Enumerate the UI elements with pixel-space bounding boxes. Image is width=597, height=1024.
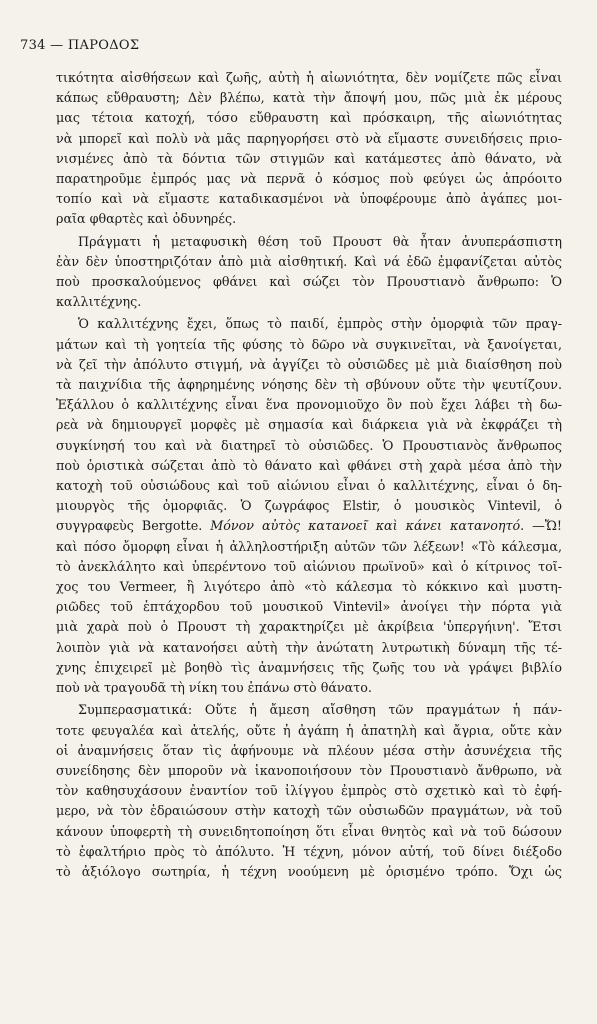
text-line: καὶ πόσο ὄμορφη εἶναι ἡ ἀλληλοστήριξη αὐτῶν τῶν λέξεων! «Τὸ κάλεσμα,	[56, 538, 562, 554]
text-line: Ἐξάλλου ὁ καλλιτέχνης εἶναι ἕνα προνομιοῦχο ὂν ποὺ ἔχει λάβει τὴ δω-	[56, 397, 562, 413]
text-line: τὰ παιχνίδια τῆς ἀφηρημένης νόησης δὲν τὴ σβύνουν οὔτε τὴν ψευτίζουν.	[56, 377, 562, 393]
paragraph-3	[56, 314, 562, 698]
text-line: καλλιτέχνης.	[56, 294, 142, 310]
text-segment: συγγραφεὺς Bergotte.	[56, 518, 211, 534]
text-line: μιὰ χαρὰ ποὺ ὁ Προυστ τὴ χαρακτηρίζει μὲ ἀκρίβεια 'ὑπεργήινη'. Ἔτσι	[56, 619, 562, 635]
paragraph-4	[56, 700, 562, 882]
paragraph-2	[56, 232, 562, 313]
text-line: συγκίνησή του καὶ νὰ διατηρεῖ τὸ οὐσιῶδες. Ὁ Προυστιανὸς ἄνθρωπος	[56, 437, 562, 453]
text-segment: —Ὤ!	[524, 518, 562, 534]
running-head: 734 — ΠΑΡΟΔΟΣ	[20, 38, 140, 53]
body-text	[56, 68, 562, 884]
text-line: μερο, νὰ τὸν ἑδραιώσουν στὴν κατοχὴ τῶν οὐσιωδῶν πραγμάτων, νὰ τοῦ	[56, 803, 562, 819]
italic-quote: Μόνον αὐτὸς κατανοεῖ καὶ κάνει κατανοητό.	[210, 518, 525, 534]
text-line: ποὺ ὁριστικὰ σώζεται ἀπὸ τὸ θάνατο καὶ φθάνει στὴ χαρὰ μέσα ἀπὸ τὴν	[56, 457, 562, 473]
text-line: τὸ ἀξιόλογο σωτηρία, ἡ τέχνη νοούμενη μὲ ὁρισμένο τρόπο. Ὄχι ὡς	[56, 863, 562, 879]
text-line: κάπως εὔθραυστη; Δὲν βλέπω, κατὰ τὴν ἄποψή μου, πῶς μιὰ ἐκ μέρους	[56, 90, 562, 106]
text-line: συνείδησης δὲν μποροῦν νὰ ἱκανοποιήσουν τὸν Προυστιανὸ ἄνθρωπο, νὰ	[56, 762, 562, 778]
text-line: ρεὰ νὰ δημιουργεῖ μορφὲς μὲ σημασία καὶ διάρκεια γιὰ νὰ ἐκφράζει τὴ	[56, 417, 562, 433]
text-line: νὰ μπορεῖ καὶ πολὺ νὰ μᾶς παρηγορήσει στὸ νὰ εἴμαστε συνειδήσεις πριο-	[56, 130, 562, 146]
text-line: ποὺ νὰ τραγουδᾶ τὴ νίκη του ἐπάνω στὸ θάνατο.	[56, 680, 372, 696]
text-line: τικότητα αἰσθήσεων καὶ ζωῆς, αὐτὴ ἡ αἰωνιότητα, δὲν νομίζετε πῶς εἶναι	[56, 70, 562, 85]
text-line: μας τέτοια κατοχή, τόσο εὔθραυστη καὶ πρόσκαιρη, τῆς αἰωνιότητας	[56, 110, 562, 126]
text-line: ριῶδες τοῦ ἑπτάχορδου τοῦ μουσικοῦ Vintevil» ἀνοίγει τὴν πόρτα γιὰ	[56, 599, 562, 615]
text-line: ραῖα φθαρτὲς καὶ ὀδυνηρές.	[56, 211, 237, 227]
text-line-mixed	[56, 516, 562, 536]
text-line: νισμένες ἀπὸ τὰ δόντια τῶν στιγμῶν καὶ κατάμεστες ἀπὸ θάνατο, νὰ	[56, 150, 562, 166]
text-line: ποὺ προσκαλούμενος φθάνει καὶ σώζει τὸν Προυστιανὸ ἄνθρωπο: Ὁ	[56, 274, 562, 290]
text-line: τὸ ἀνεκλάλητο καὶ ὑπερέντονο τοῦ αἰώνιου πρωϊνοῦ» καὶ ὁ κίτρινος τοῖ-	[56, 558, 562, 574]
text-line: χος του Vermeer, ἢ λιγότερο ἀπὸ «τὸ κάλεσμα τὸ κόκκινο καὶ μυστη-	[56, 579, 562, 595]
text-line: Πράγματι ἡ μεταφυσικὴ θέση τοῦ Προυστ θὰ ἦταν ἀνυπεράσπιστη	[78, 233, 562, 249]
text-line: μιουργὸς τῆς ὀμορφιᾶς. Ὁ ζωγράφος Elstir, ὁ μουσικὸς Vintevil, ὁ	[56, 498, 562, 514]
text-line: τὸ ἐφαλτήριο πρὸς τὸ ἀπόλυτο. Ἡ τέχνη, μόνον αὐτή, τοῦ δίνει διέξοδο	[56, 843, 562, 859]
text-line: κάνουν ὑποφερτὴ τὴ συνειδητοποίηση ὅτι εἶναι θνητὸς καὶ νὰ τοῦ δώσουν	[56, 823, 562, 839]
text-line: λοιπὸν γιὰ νὰ κατανοήσει αὐτὴ τὴν ἀνώτατη λυτρωτικὴ δύναμη τῆς τέ-	[56, 639, 562, 655]
text-line: τοτε φευγαλέα καὶ ἀτελής, οὔτε ἡ ἀγάπη ἡ ἀπατηλὴ καὶ ἄγρια, οὔτε κὰν	[56, 722, 562, 738]
text-line: κατοχὴ τοῦ οὐσιώδους καὶ τοῦ αἰώνιου εἶναι ὁ καλλιτέχνης, εἶναι ὁ δη-	[56, 478, 562, 494]
text-line: τὸν καθησυχάσουν ἐναντίον τοῦ ἰλίγγου ἐμπρὸς στὸ σχετικὸ καὶ τὸ ἐφή-	[56, 783, 562, 799]
text-line: ἐὰν δὲν ὑποστηριζόταν ἀπὸ μιὰ αἰσθητική. Καὶ νά ἐδῶ ἐμφανίζεται αὐτὸς	[56, 253, 562, 269]
text-line: νὰ ζεῖ τὴν ἀπόλυτο στιγμή, νὰ ἀγγίζει τὸ οὐσιῶδες μὲ μιὰ διαίσθηση ποὺ	[56, 356, 562, 372]
text-line: χνης ἐπιχειρεῖ μὲ βοηθὸ τὶς ἀναμνήσεις τῆς ζωῆς του νὰ γράψει βιβλίο	[56, 659, 562, 675]
text-line: Συμπερασματικά: Οὔτε ἡ ἄμεση αἴσθηση τῶν πραγμάτων ἡ πάν-	[78, 702, 562, 718]
text-line: μάτων καὶ τὴ γοητεία τῆς φύσης τὸ δῶρο νὰ συγκινεῖται, νὰ ξανοίγεται,	[56, 336, 562, 352]
text-line: παρατηροῦμε ἐμπρός μας νὰ περνᾶ ὁ κόσμος ποὺ φεύγει ὡς ἀπρόοιτο	[56, 171, 562, 187]
paragraph-1	[56, 68, 562, 230]
text-line: οἱ ἀναμνήσεις ὅταν τὶς ἀφήνουμε νὰ πλέουν μέσα στὴν ἀσυνέχεια τῆς	[56, 742, 562, 758]
text-line: Ὁ καλλιτέχνης ἔχει, ὅπως τὸ παιδί, ἐμπρὸς στὴν ὀμορφιὰ τῶν πραγ-	[78, 316, 562, 332]
text-line: τοπίο καὶ νὰ εἴμαστε καταδικασμένοι νὰ ὑποφέρουμε ἀπὸ ἀγάπες μοι-	[56, 191, 562, 207]
